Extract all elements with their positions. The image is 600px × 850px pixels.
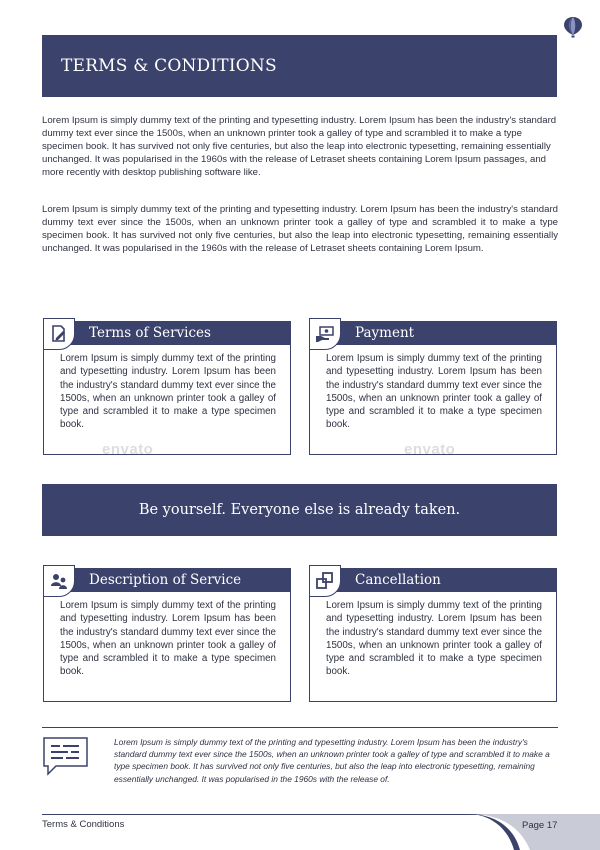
section-text: Lorem Ipsum is simply dummy text of the printing and typesetting industry. Lorem Ipsum has been the industry's standard dummy text ever since the 1500s, when an unknown printer took a galley of type and scrambled it to make a type specimen book. <box>326 600 542 678</box>
note-text: Lorem Ipsum is simply dummy text of the printing and typesetting industry. Lorem Ipsum has been the industry's standard dummy text ever since the 1500s, when an unknown printer took a galley of type and scrambled it to make a type specimen book. It has survived not only five centuries, but also the leap into electronic typesetting, remaining essentially unchanged. It was popularised in the 1960s with the release of. <box>114 737 550 784</box>
cancellation-box <box>309 568 557 702</box>
document-pen-icon <box>49 324 69 344</box>
intro-paragraph: Lorem Ipsum is simply dummy text of the printing and typesetting industry. Lorem Ipsum has been the industry's standard dummy text ever since the 1500s, when an unknown printer took a galley of type and scrambled it to make a type specimen book. It has survived not only five centuries, but also the leap into electronic typesetting, remaining essentially unchanged. It was popularised in the 1960s with the release of Letraset sheets containing Lorem Ipsum. <box>42 204 558 255</box>
section-title: Description of Service <box>44 569 290 592</box>
icon-badge <box>309 565 341 597</box>
section-title: Terms of Services <box>44 322 290 345</box>
page-number: Page 17 <box>522 820 558 831</box>
squares-icon <box>315 571 335 591</box>
money-hand-icon <box>315 324 335 344</box>
balloon-logo-icon <box>563 16 583 38</box>
section-text: Lorem Ipsum is simply dummy text of the printing and typesetting industry. Lorem Ipsum has been the industry's standard dummy text ever since the 1500s, when an unknown printer took a galley of type and scrambled it to make a type specimen book. <box>326 353 542 431</box>
description-of-service-box <box>43 568 291 702</box>
section-title: Payment <box>310 322 556 345</box>
intro-paragraph: Lorem Ipsum is simply dummy text of the printing and typesetting industry. Lorem Ipsum has been the industry's standard dummy text ever since the 1500s, when an unknown printer took a galley of type and scrambled it to make a type specimen book. It has survived not only five centuries, but also the leap into electronic typesetting, remaining essentially unchanged. It was popularised in the 1960s with the release of Letraset sheets containing Lorem Ipsum passages, and more recently with desktop publishing software like. <box>42 115 557 179</box>
icon-badge <box>309 318 341 350</box>
icon-badge <box>43 318 75 350</box>
payment-box <box>309 321 557 455</box>
section-text: Lorem Ipsum is simply dummy text of the printing and typesetting industry. Lorem Ipsum has been the industry's standard dummy text ever since the 1500s, when an unknown printer took a galley of type and scrambled it to make a type specimen book. <box>60 600 276 678</box>
divider <box>42 727 558 728</box>
people-icon <box>49 571 69 591</box>
watermark: envato <box>102 441 154 458</box>
page-title: TERMS & CONDITIONS <box>42 35 557 97</box>
section-text: Lorem Ipsum is simply dummy text of the printing and typesetting industry. Lorem Ipsum has been the industry's standard dummy text ever since the 1500s, when an unknown printer took a galley of type and scrambled it to make a type specimen book. <box>60 353 276 431</box>
footer-divider <box>42 814 492 815</box>
terms-of-services-box <box>43 321 291 455</box>
section-title: Cancellation <box>310 569 556 592</box>
icon-badge <box>43 565 75 597</box>
speech-bubble-icon <box>42 736 90 776</box>
watermark: envato <box>404 441 456 458</box>
quote-banner: Be yourself. Everyone else is already taken. <box>42 484 557 536</box>
footer-title: Terms & Conditions <box>42 819 125 830</box>
